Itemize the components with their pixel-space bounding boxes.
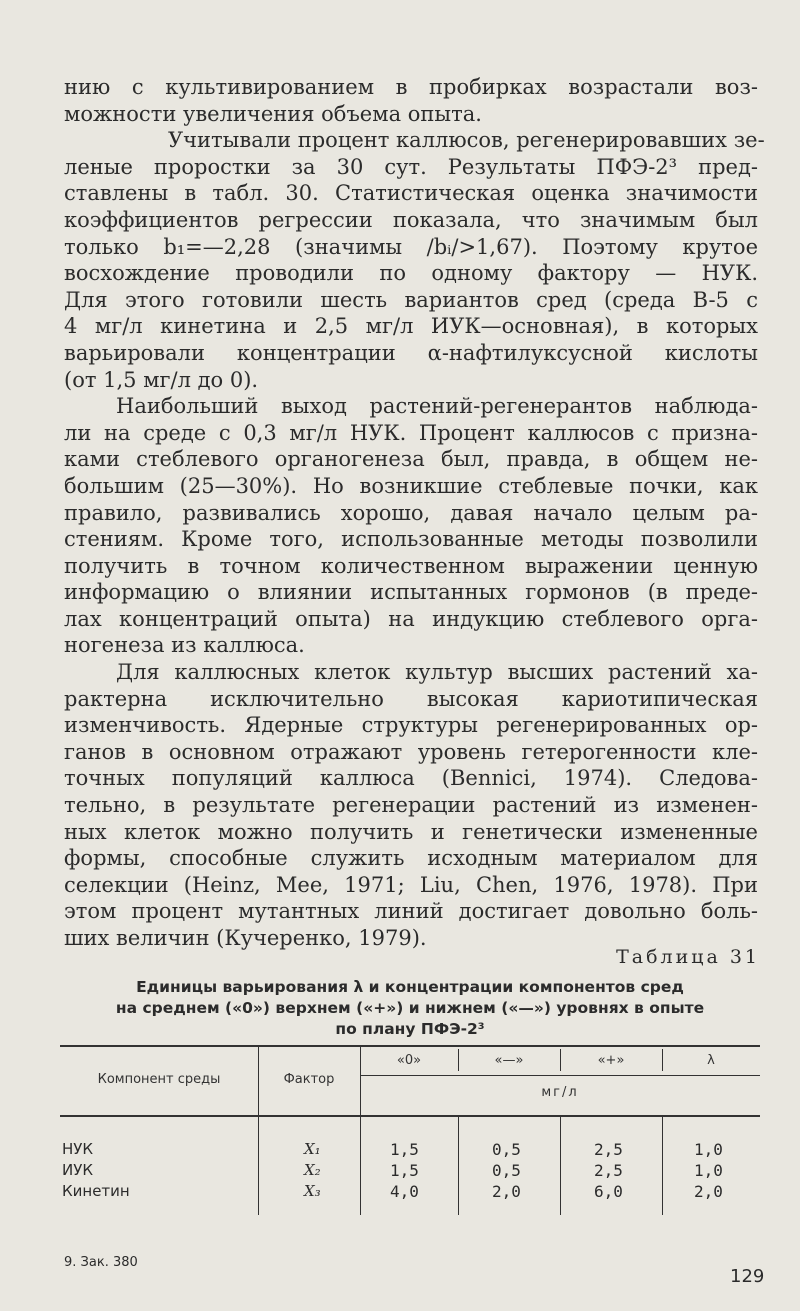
text-line: ганов в основном отражают уровень гетерогенности кле-	[64, 739, 758, 764]
text-line: селекции (Heinz, Mee, 1971; Liu, Chen, 1976, 1978). При	[64, 872, 758, 897]
text-line: правило, развивались хорошо, давая начало целым ра-	[64, 500, 758, 525]
text-line: информацию о влиянии испытанных гормонов (в преде-	[64, 580, 758, 605]
text-line: большим (25—30%). Но возникшие стеблевые почки, как	[64, 473, 758, 498]
cell-level-plus: 2,5	[594, 1140, 623, 1159]
cell-level-plus: 6,0	[594, 1182, 623, 1201]
column-divider	[360, 1047, 361, 1215]
text-line: точных популяций каллюса (Bennici, 1974). Следова-	[64, 766, 758, 791]
text-line: ставлены в табл. 30. Статистическая оценка значимости	[64, 181, 758, 206]
text-line: лах концентраций опыта) на индукцию стеблевого орга-	[64, 606, 758, 631]
text-line: варьировали концентрации α-нафтилуксусной кислоты	[64, 340, 758, 365]
text-line: тельно, в результате регенерации растений из изменен-	[64, 793, 758, 818]
text-line: рактерна исключительно высокая кариотипическая	[64, 686, 758, 711]
text-line: получить в точном количественном выражении ценную	[64, 553, 758, 578]
body-text	[64, 74, 765, 952]
row-factor: X₃	[304, 1182, 321, 1200]
row-component: НУК	[62, 1140, 94, 1158]
cell-level-minus: 2,0	[492, 1182, 521, 1201]
cell-level-minus: 0,5	[492, 1140, 521, 1159]
text-line: этом процент мутантных линий достигает довольно боль-	[64, 899, 758, 924]
row-factor: X₂	[304, 1161, 321, 1179]
column-divider	[458, 1117, 459, 1215]
column-divider	[560, 1117, 561, 1215]
text-line: формы, способные служить исходным материалом для	[64, 846, 758, 871]
row-component: ИУК	[62, 1161, 94, 1179]
text-line: (от 1,5 мг/л до 0).	[64, 367, 259, 392]
text-line: ли на среде с 0,3 мг/л НУК. Процент каллюсов с призна-	[64, 420, 758, 445]
table-label: Таблица 31	[616, 946, 760, 968]
text-line: ногенеза из каллюса.	[64, 633, 305, 658]
text-line: 4 мг/л кинетина и 2,5 мг/л ИУК—основная), в которых	[64, 314, 758, 339]
text-line: Для этого готовили шесть вариантов сред (среда B-5 с	[64, 287, 758, 312]
text-line: коэффициентов регрессии показала, что значимым был	[64, 207, 758, 232]
text-line: можности увеличения объема опыта.	[64, 101, 482, 126]
header-level-zero: «0»	[396, 1053, 422, 1068]
caption-line: Единицы варьирования λ и концентрации компонентов сред	[136, 978, 684, 996]
data-table	[60, 1045, 760, 1215]
cell-lambda: 2,0	[694, 1182, 723, 1201]
page-number: 129	[730, 1266, 765, 1287]
row-component: Кинетин	[62, 1182, 130, 1200]
cell-lambda: 1,0	[694, 1161, 723, 1180]
table-caption	[60, 977, 760, 1040]
cell-level-zero: 4,0	[390, 1182, 419, 1201]
printer-signature: 9. Зак. 380	[64, 1255, 138, 1270]
text-line: восхождение проводили по одному фактору — НУК.	[64, 261, 758, 286]
cell-level-minus: 0,5	[492, 1161, 521, 1180]
table-top-rule	[60, 1045, 760, 1047]
text-line: ных клеток можно получить и генетически измененные	[64, 819, 758, 844]
header-factor: Фактор	[283, 1072, 335, 1087]
text-line: стениям. Кроме того, использованные методы позволили	[64, 527, 758, 552]
text-line: ших величин (Кучеренко, 1979).	[64, 926, 427, 950]
header-component: Компонент среды	[97, 1072, 221, 1087]
column-divider	[662, 1117, 663, 1215]
header-unit: мг/л	[541, 1085, 579, 1100]
text-line: Для каллюсных клеток культур высших растений ха-	[116, 660, 758, 685]
cell-level-zero: 1,5	[390, 1140, 419, 1159]
header-level-plus: «+»	[597, 1053, 625, 1068]
text-line: ками стеблевого органогенеза был, правда, в общем не-	[64, 447, 758, 472]
cell-level-plus: 2,5	[594, 1161, 623, 1180]
header-level-minus: «—»	[494, 1053, 524, 1068]
header-divider	[360, 1075, 760, 1076]
header-bottom-rule	[60, 1115, 760, 1117]
text-line: леные проростки за 30 сут. Результаты ПФЭ-2³ пред-	[64, 154, 758, 179]
header-lambda: λ	[707, 1053, 715, 1068]
text-line: нию с культивированием в пробирках возрастали воз-	[64, 75, 758, 99]
cell-lambda: 1,0	[694, 1140, 723, 1159]
cell-level-zero: 1,5	[390, 1161, 419, 1180]
text-line: Наибольший выход растений-регенерантов наблюда-	[116, 394, 758, 419]
caption-line: на среднем («0») верхнем («+») и нижнем («—») уровнях в опыте	[115, 999, 705, 1017]
text-line: изменчивость. Ядерные структуры регенерированных ор-	[64, 713, 758, 738]
row-factor: X₁	[304, 1140, 321, 1158]
caption-line: по плану ПФЭ-2³	[335, 1020, 485, 1038]
text-line: только b₁=—2,28 (значимы /bᵢ/>1,67). Поэтому крутое	[64, 234, 758, 259]
text-line: Учитывали процент каллюсов, регенерировавших зе-	[168, 128, 765, 153]
